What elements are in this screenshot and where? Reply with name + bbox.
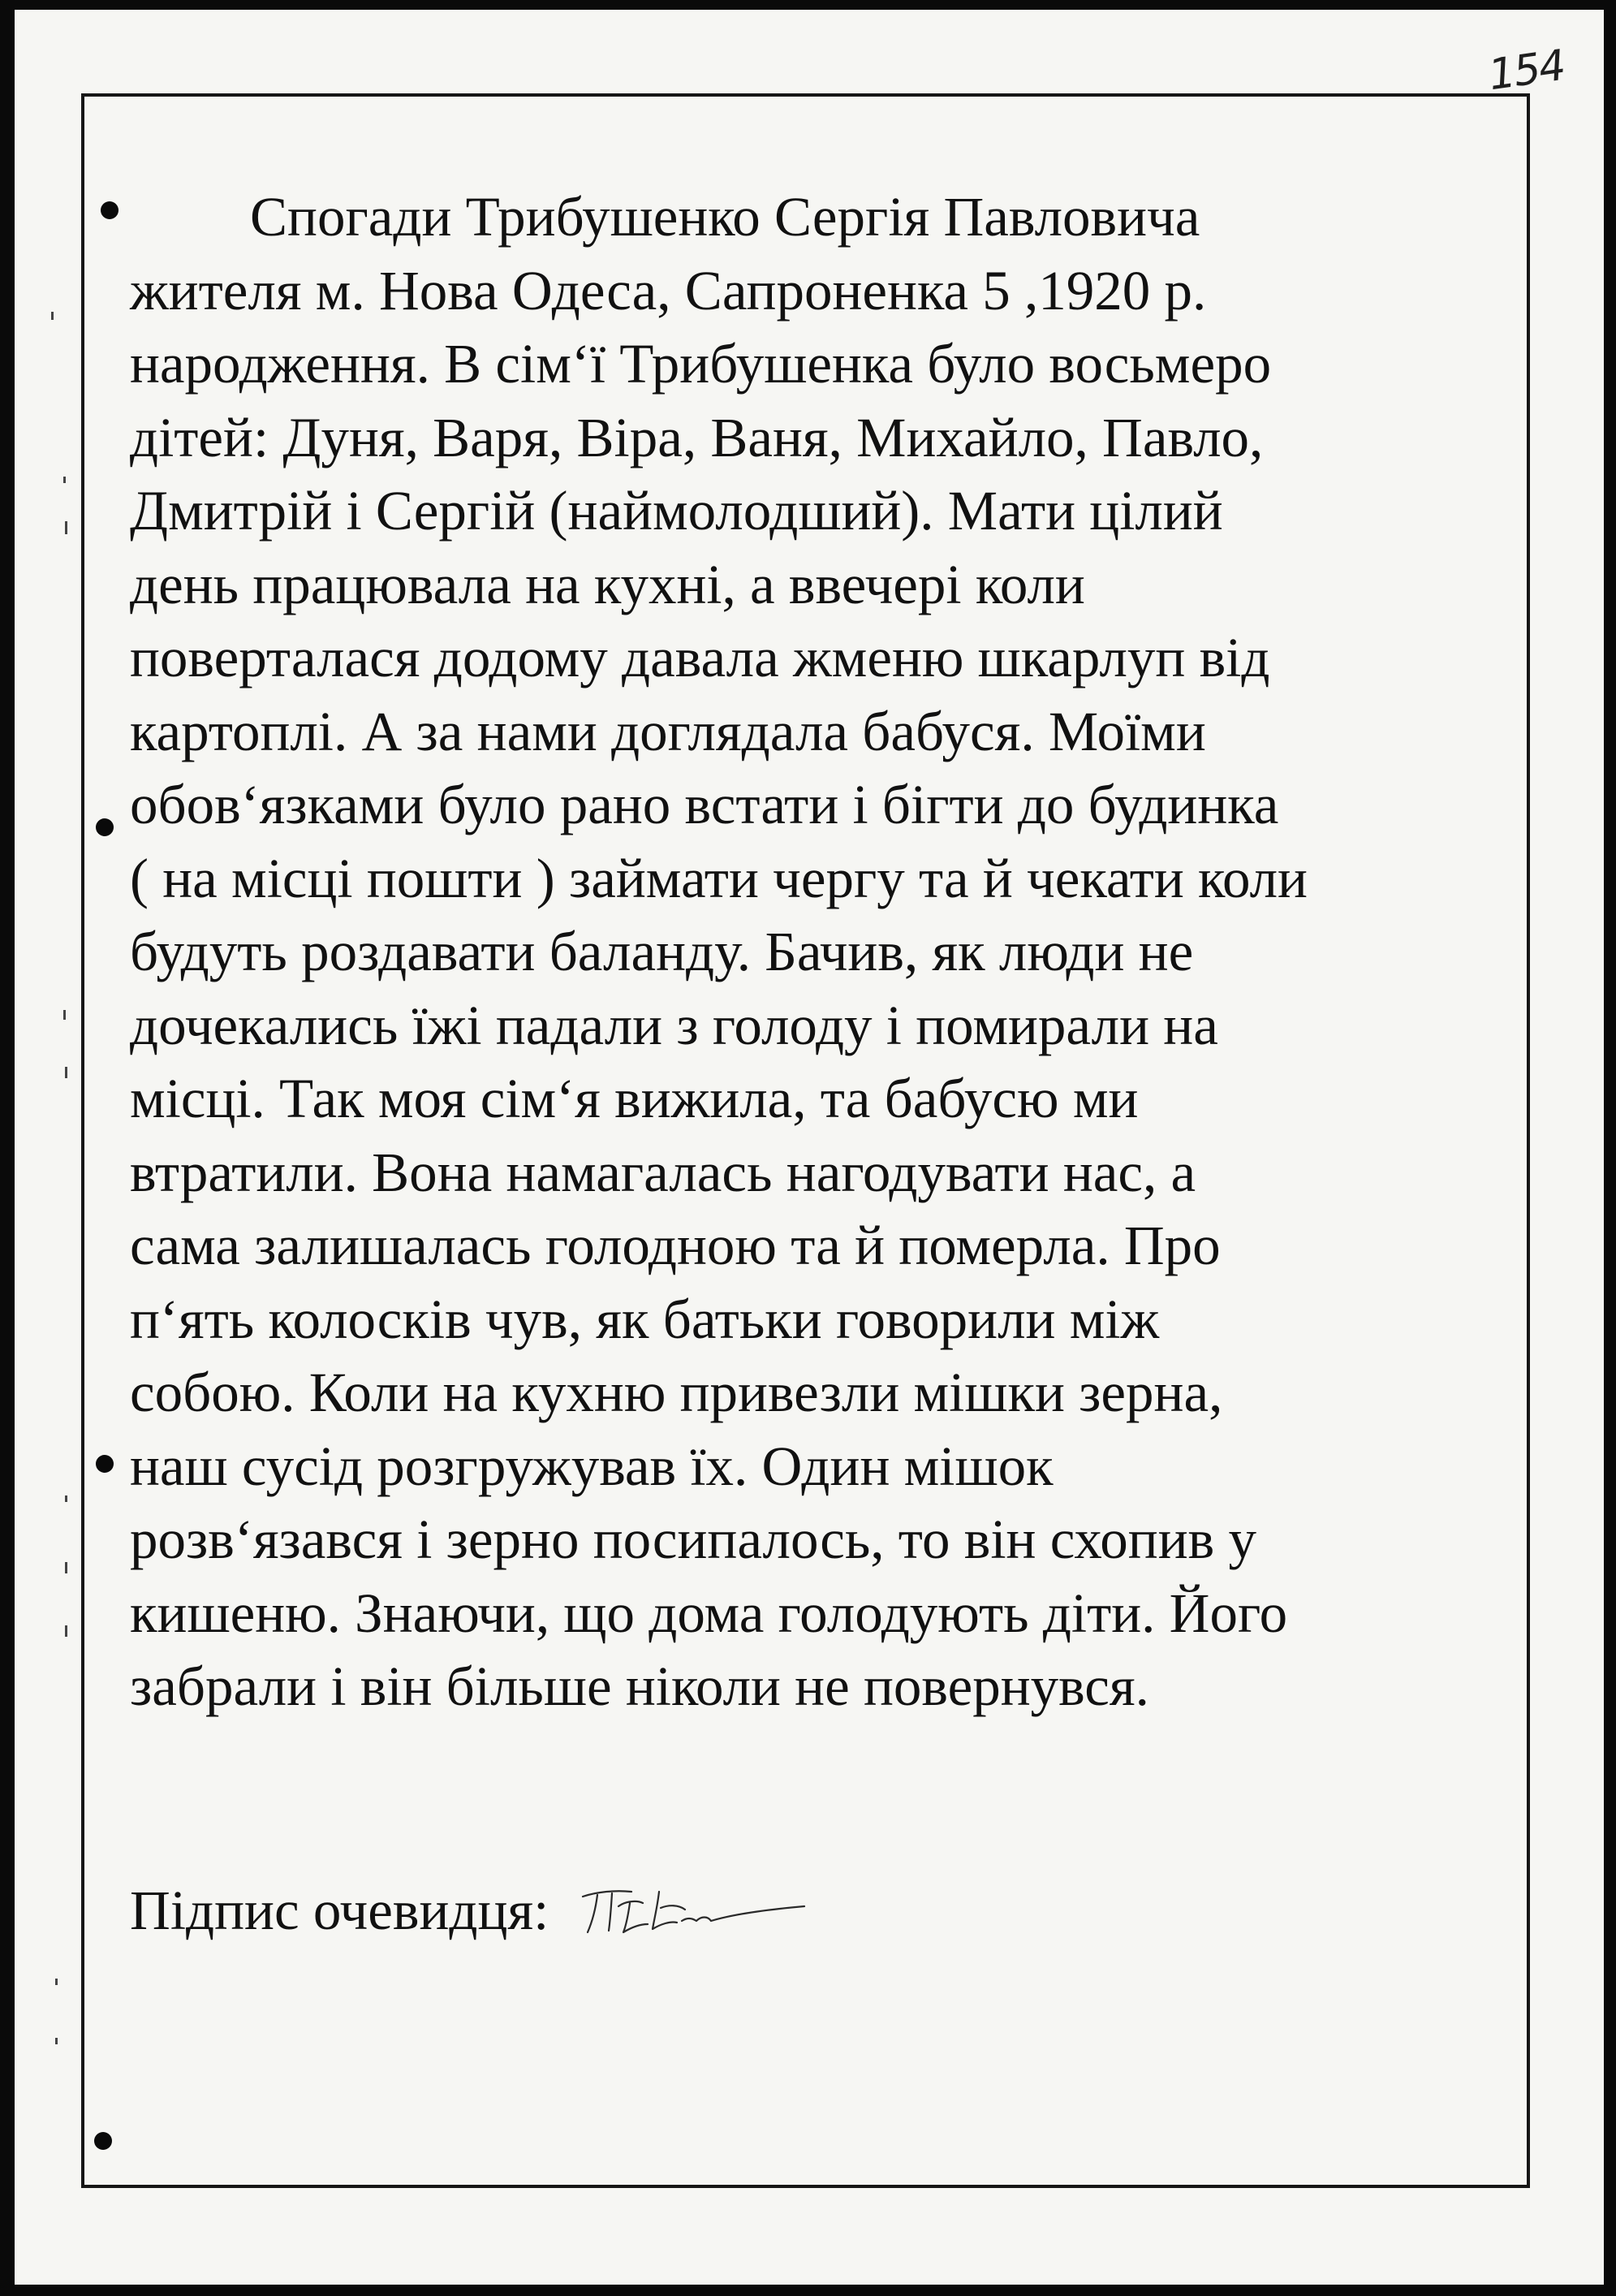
handwritten-signature-icon [573,1874,817,1947]
memoir-line: обов‘язками було рано встати і бігти до будинка [130,774,1279,835]
page-number: 154 [1485,41,1567,101]
memoir-line: дочекались їжі падали з голоду і помирали на [130,994,1218,1056]
memoir-line: собою. Коли на кухню привезли мішки зерна, [130,1362,1223,1423]
scan-mark [65,1067,67,1078]
memoir-line: дітей: Дуня, Варя, Віра, Ваня, Михайло, Павло, [130,406,1264,468]
memoir-line: забрали і він більше ніколи не повернувся. [130,1655,1149,1717]
scan-mark [51,312,54,320]
scan-mark [55,2038,58,2044]
binder-hole-1 [101,201,119,219]
memoir-line: Дмитрій і Сергій (наймолодший). Мати цілий [130,480,1223,542]
signature-label: Підпис очевидця: [130,1880,549,1941]
scan-mark [65,1625,67,1637]
memoir-line: втратили. Вона намагалась нагодувати нас, а [130,1141,1196,1203]
scan-mark [65,1562,67,1573]
scan-mark [65,1495,67,1502]
binder-hole-2 [96,818,114,836]
scan-mark [55,1979,58,1985]
memoir-line: Спогади Трибушенко Сергія Павловича [250,186,1200,248]
memoir-line: п‘ять колосків чув, як батьки говорили між [130,1288,1160,1350]
memoir-line: ( на місці пошти ) займати чергу та й чекати коли [130,847,1308,909]
scan-mark [63,477,66,483]
memoir-line: поверталася додому давала жменю шкарлуп від [130,627,1270,688]
scan-mark [65,521,67,534]
memoir-line: розв‘язався і зерно посипалось, то він схопив у [130,1508,1256,1570]
memoir-line: будуть роздавати баланду. Бачив, як люди не [130,921,1194,982]
memoir-line: сама залишалась голодною та й померла. Про [130,1215,1221,1276]
binder-hole-4 [94,2132,112,2150]
memoir-line: день працювала на кухні, а ввечері коли [130,553,1085,615]
binder-hole-3 [96,1455,114,1473]
scan-mark [63,1010,66,1020]
memoir-line: наш сусід розгружував їх. Один мішок [130,1435,1054,1497]
memoir-text [130,180,1526,1724]
memoir-line: місці. Так моя сім‘я вижила, та бабусю ми [130,1068,1139,1129]
signature-row [130,1874,817,1947]
memoir-line: народження. В сім‘ї Трибушенка було восьмеро [130,333,1272,395]
memoir-line: жителя м. Нова Одеса, Сапроненка 5 ,1920 р. [130,259,1207,322]
memoir-line: кишеню. Знаючи, що дома голодують діти. Його [130,1582,1288,1644]
memoir-line: картоплі. А за нами доглядала бабуся. Моїми [130,700,1206,762]
